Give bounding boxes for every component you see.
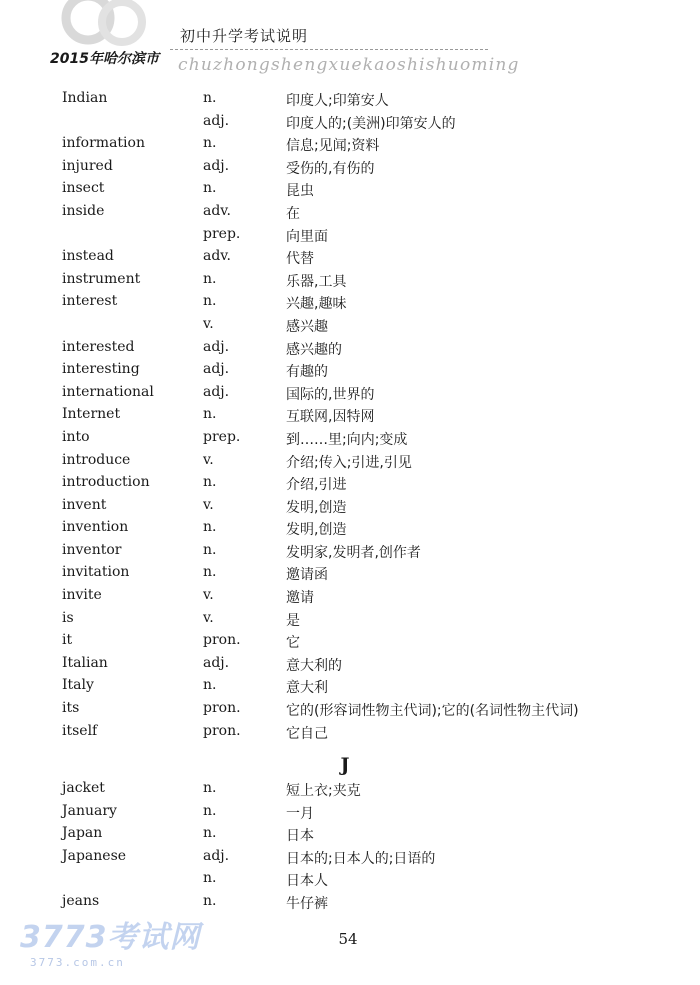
section-heading (0, 754, 700, 776)
vocab-row (0, 113, 700, 136)
meaning: 日本人 (286, 873, 328, 890)
meaning: 兴趣,趣味 (286, 296, 347, 313)
word: inventor (62, 541, 122, 558)
meaning: 日本的;日本人的;日语的 (286, 850, 436, 867)
site-watermark (20, 922, 201, 969)
vocab-row (0, 700, 700, 723)
word: introduction (62, 474, 150, 491)
word: it (62, 632, 73, 649)
part-of-speech: n. (203, 270, 217, 287)
word: international (62, 383, 154, 400)
vocab-row (0, 825, 700, 848)
word: Italian (62, 654, 108, 671)
vocab-row (0, 271, 700, 294)
part-of-speech: v. (203, 609, 214, 626)
word: jacket (62, 780, 105, 796)
meaning: 短上衣;夹克 (286, 783, 361, 799)
part-of-speech: n. (203, 90, 217, 106)
vocab-row (0, 248, 700, 271)
part-of-speech: n. (203, 474, 217, 491)
word: interested (62, 338, 135, 355)
vocab-row (0, 803, 700, 826)
word: its (62, 700, 80, 717)
meaning: 印度人;印第安人 (286, 93, 389, 109)
meaning: 一月 (286, 805, 314, 822)
word: itself (62, 722, 98, 739)
vocab-row (0, 780, 700, 803)
word: Internet (62, 406, 121, 423)
header-pinyin: chuzhongshengxuekaoshishuoming (178, 55, 520, 75)
word: injured (62, 157, 113, 174)
part-of-speech: n. (203, 519, 217, 536)
part-of-speech: adj. (203, 654, 230, 671)
header-divider (170, 49, 488, 50)
word: interest (62, 293, 118, 310)
vocab-row (0, 655, 700, 678)
meaning: 是 (286, 612, 300, 629)
part-of-speech: n. (203, 135, 217, 152)
vocab-row (0, 226, 700, 249)
word: January (62, 802, 117, 819)
word: invitation (62, 564, 130, 581)
meaning: 受伤的,有伤的 (286, 160, 375, 177)
meaning: 互联网,因特网 (286, 409, 375, 426)
part-of-speech: adj. (203, 338, 230, 355)
word: Italy (62, 677, 94, 694)
meaning: 牛仔裤 (286, 895, 328, 912)
vocab-row (0, 723, 700, 746)
part-of-speech: v. (203, 315, 214, 332)
part-of-speech: v. (203, 496, 214, 513)
part-of-speech: pron. (203, 700, 241, 717)
page-header (0, 0, 700, 90)
header-title: 初中升学考试说明 (180, 27, 309, 45)
meaning: 感兴趣的 (286, 341, 342, 358)
word: insect (62, 180, 105, 197)
word: introduce (62, 451, 131, 468)
meaning: 邀请 (286, 590, 314, 607)
meaning: 感兴趣 (286, 318, 328, 335)
vocab-row (0, 90, 700, 113)
vocab-row (0, 870, 700, 893)
part-of-speech: n. (203, 892, 217, 909)
part-of-speech: prep. (203, 225, 241, 242)
meaning: 它 (286, 635, 300, 652)
word: Japanese (62, 847, 127, 864)
word: invention (62, 519, 129, 536)
vocab-row (0, 474, 700, 497)
vocab-row (0, 429, 700, 452)
part-of-speech: n. (203, 870, 217, 887)
part-of-speech: n. (203, 564, 217, 581)
part-of-speech: n. (203, 825, 217, 842)
vocab-row (0, 610, 700, 633)
part-of-speech: v. (203, 451, 214, 468)
meaning: 介绍;传入;引进,引见 (286, 454, 412, 471)
part-of-speech: n. (203, 677, 217, 694)
vocab-row (0, 361, 700, 384)
meaning: 邀请函 (286, 567, 328, 584)
meaning: 在 (286, 205, 300, 222)
watermark-logo-text: 3773考试网 (20, 920, 201, 955)
part-of-speech: n. (203, 802, 217, 819)
meaning: 发明家,发明者,创作者 (286, 544, 421, 561)
vocab-row (0, 158, 700, 181)
meaning: 介绍,引进 (286, 477, 347, 494)
meaning: 日本 (286, 828, 314, 845)
part-of-speech: adv. (203, 202, 232, 219)
vocab-list-j (0, 780, 700, 916)
watermark-url: 3773.com.cn (30, 956, 125, 969)
vocab-row (0, 339, 700, 362)
part-of-speech: adj. (203, 383, 230, 400)
vocab-row (0, 519, 700, 542)
word: Japan (62, 825, 103, 842)
vocab-row (0, 677, 700, 700)
meaning: 有趣的 (286, 364, 328, 381)
word: jeans (62, 892, 100, 909)
vocab-row (0, 203, 700, 226)
meaning: 发明,创造 (286, 499, 347, 516)
part-of-speech: adv. (203, 248, 232, 265)
word: into (62, 428, 90, 445)
part-of-speech: pron. (203, 632, 241, 649)
page-number-text: 54 (338, 930, 358, 948)
meaning: 到……里;向内;变成 (286, 431, 408, 448)
vocab-row (0, 406, 700, 429)
meaning: 发明,创造 (286, 522, 347, 539)
meaning: 乐器,工具 (286, 273, 347, 290)
meaning: 它的(形容词性物主代词);它的(名词性物主代词) (286, 703, 579, 720)
header-year-city: 2015年哈尔滨市 (50, 51, 159, 67)
word: inside (62, 202, 105, 219)
meaning: 国际的,世界的 (286, 386, 375, 403)
word: Indian (62, 90, 108, 106)
part-of-speech: prep. (203, 428, 241, 445)
vocab-row (0, 632, 700, 655)
vocab-row (0, 587, 700, 610)
word: invite (62, 587, 102, 604)
meaning: 代替 (286, 251, 314, 268)
section-letter: J (340, 754, 350, 776)
meaning: 它自己 (286, 725, 328, 742)
meaning: 印度人的;(美洲)印第安人的 (286, 115, 456, 132)
vocab-row (0, 293, 700, 316)
meaning: 信息;见闻;资料 (286, 138, 380, 155)
part-of-speech: adj. (203, 361, 230, 378)
part-of-speech: n. (203, 293, 217, 310)
meaning: 意大利的 (286, 657, 342, 674)
meaning: 向里面 (286, 228, 328, 245)
word: information (62, 135, 145, 152)
part-of-speech: adj. (203, 112, 230, 129)
part-of-speech: n. (203, 180, 217, 197)
word: instrument (62, 270, 141, 287)
word: interesting (62, 361, 140, 378)
part-of-speech: adj. (203, 157, 230, 174)
part-of-speech: n. (203, 541, 217, 558)
vocab-row (0, 180, 700, 203)
word: invent (62, 496, 107, 513)
part-of-speech: v. (203, 587, 214, 604)
vocab-row (0, 384, 700, 407)
vocab-row (0, 893, 700, 916)
word: instead (62, 248, 114, 265)
vocab-row (0, 848, 700, 871)
vocab-row (0, 564, 700, 587)
vocab-row (0, 316, 700, 339)
part-of-speech: adj. (203, 847, 230, 864)
part-of-speech: n. (203, 406, 217, 423)
vocab-row (0, 452, 700, 475)
vocab-row (0, 542, 700, 565)
vocab-row (0, 497, 700, 520)
vocab-list-i (0, 90, 700, 745)
vocab-row (0, 135, 700, 158)
word: is (62, 609, 74, 626)
part-of-speech: pron. (203, 722, 241, 739)
part-of-speech: n. (203, 780, 217, 796)
meaning: 意大利 (286, 680, 328, 697)
meaning: 昆虫 (286, 183, 314, 200)
